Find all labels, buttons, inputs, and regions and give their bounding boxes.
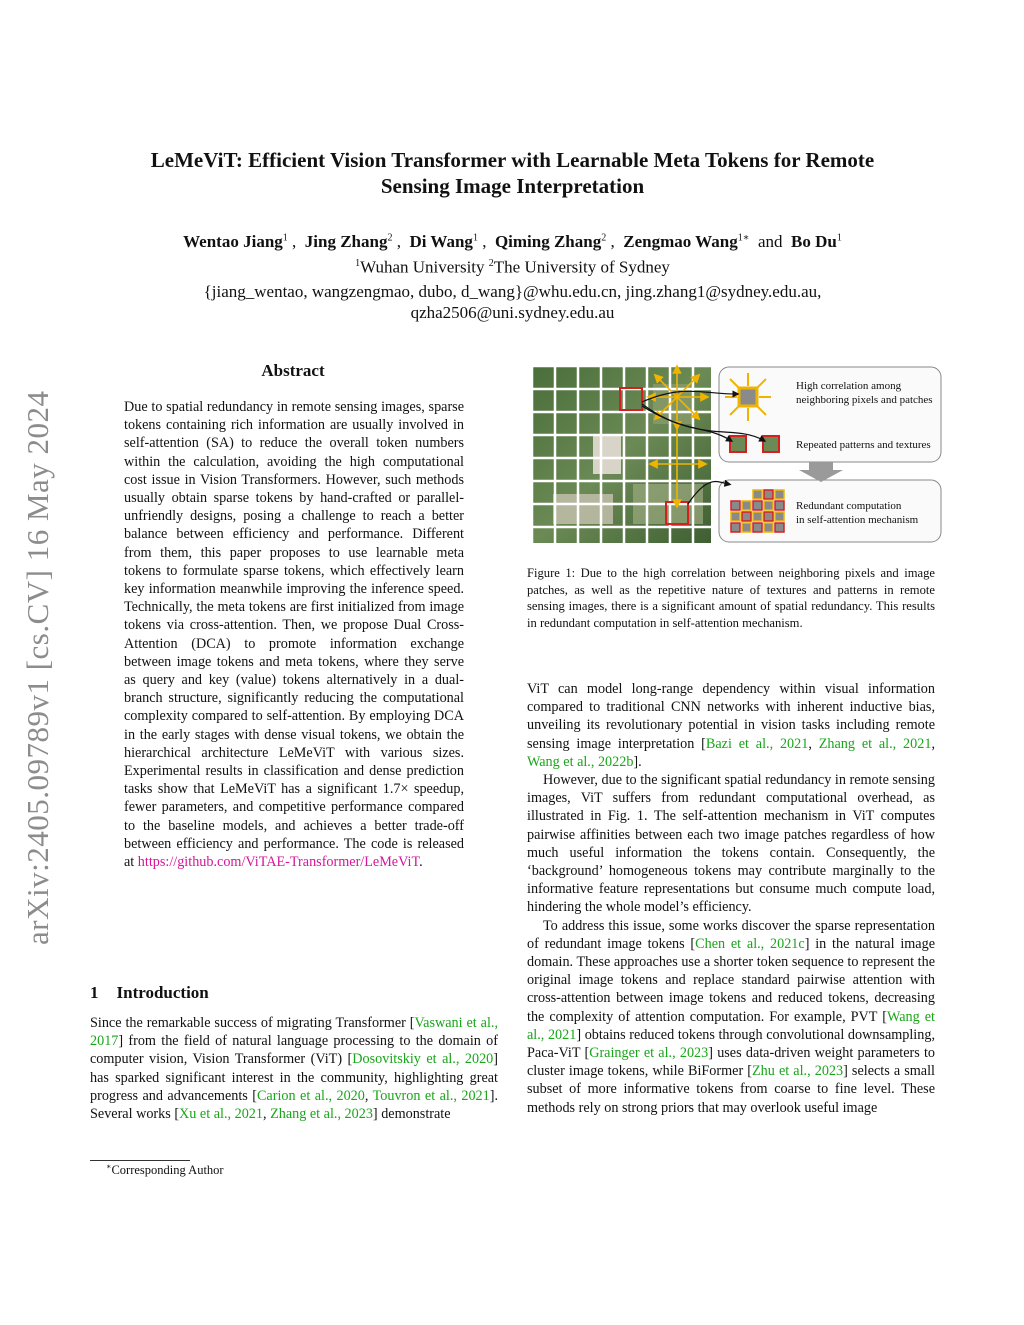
author: Wentao Jiang$^1$ , bbox=[183, 231, 305, 251]
attention-cell bbox=[742, 523, 751, 532]
paragraph: To address this issue, some works discover the sparse representation of redundant image tokens [Chen et al., 2021c] in the natural image domain. These approaches use a shorter token sequence to represent the original image tokens and replace standard pairwise attention with cross-attention between image tokens and reduced tokens, decreasing the complexity of attention computation. For example, PVT [Wang et al., 2021] obtains reduced tokens through convolutional downsampling, Paca-ViT [Grainger et al., 2023] uses data-driven weight parameters to cluster image tokens, while BiFormer [Zhu et al., 2023] selects a small subset of more informative tokens from coarse to fine level. These methods rely on strong priors that may overlook useful image bbox=[527, 917, 935, 1116]
author: Bo Du$^1$ bbox=[791, 231, 842, 251]
citation-link[interactable]: Bazi et al., 2021 bbox=[705, 735, 809, 752]
abstract-heading: Abstract bbox=[261, 361, 325, 380]
title-line-1: LeMeViT: Efficient Vision Transformer with Learnable Meta Tokens for Remote bbox=[150, 148, 875, 172]
figure-label: neighboring pixels and patches bbox=[796, 394, 933, 406]
attention-cell bbox=[775, 501, 784, 510]
figure-label: Redundant computation bbox=[796, 500, 902, 512]
attention-cell bbox=[731, 501, 740, 510]
citation-link[interactable]: Carion et al., 2020 bbox=[256, 1087, 365, 1104]
abstract-body: Due to spatial redundancy in remote sensing images, sparse tokens containing rich information are usually involved in self-attention (SA) to reduce the overall token numbers within the calculation, avoiding the high computational cost issue in Vision Transformers. However, such methods usually obtain sparse tokens by hand-crafted or parallel-unfriendly designs, posing a challenge to reach a better balance between efficiency and performance. Different from them, this paper proposes to use learnable meta tokens to formulate sparse tokens, which effectively learn key information meanwhile improving the inference speed. Technically, the meta tokens are first initialized from image tokens via cross-attention. Then, we propose Dual Cross-Attention (DCA) to promote information exchange between image tokens and meta tokens, where they serve as query and key (value) tokens alternatively in a dual-branch structure, significantly reducing the computational complexity compared to self-attention. By employing DCA in the early stages with dense visual tokens, we obtain the hierarchical architecture LeMeViT with various sizes. Experimental results in classification and dense prediction tasks show that LeMeViT has a significant 1.7× speedup, fewer parameters, and competitive performance compared to the baseline models, and achieves a better trade-off between efficiency and performance. The code is released at https://github.com/ViTAE-Transformer/LeMeViT. bbox=[124, 399, 464, 871]
author: Qiming Zhang$^2$ , bbox=[494, 231, 624, 251]
attention-cell bbox=[764, 512, 773, 521]
repeat-patch-b bbox=[763, 436, 779, 452]
emails: {jiang_wentao, wangzengmao, dubo, d_wang}@whu.edu.cn, jing.zhang1@sydney.edu.au, qzha2506@uni.sydney.edu.au bbox=[203, 282, 822, 322]
repeat-patch-a bbox=[730, 436, 746, 452]
right-column-text bbox=[527, 680, 935, 1117]
citation-link[interactable]: Vaswani et al., 2017 bbox=[90, 1015, 498, 1050]
attention-cell bbox=[775, 490, 784, 499]
citation-link[interactable]: Zhang et al., 2021 bbox=[818, 735, 932, 752]
title-line-2: Sensing Image Interpretation bbox=[380, 174, 645, 198]
figure-label: High correlation among bbox=[796, 380, 902, 392]
attention-cell bbox=[775, 512, 784, 521]
attention-cell bbox=[731, 523, 740, 532]
paragraph: ViT can model long-range dependency within visual information compared to traditional CNN networks with inherent inductive bias, unveiling its revolutionary potential in vision tasks including remote sensing image interpretation [Bazi et al., 2021, Zhang et al., 2021, Wang et al., 2022b]. bbox=[527, 681, 935, 770]
author-list bbox=[90, 227, 935, 253]
attention-cell bbox=[753, 512, 762, 521]
attention-cell bbox=[753, 523, 762, 532]
attention-cell bbox=[742, 512, 751, 521]
arxiv-identifier: arXiv:2405.09789v1 [cs.CV] 16 May 2024 bbox=[20, 390, 55, 945]
section-heading-introduction: 1 Introduction bbox=[90, 983, 209, 1002]
footnote-rule bbox=[90, 1160, 190, 1161]
down-arrow-icon bbox=[799, 462, 843, 482]
citation-link[interactable]: Wang et al., 2022b bbox=[527, 753, 634, 770]
attention-cell bbox=[753, 501, 762, 510]
figure-caption: Figure 1: Due to the high correlation between neighboring pixels and image patches, as well as the repetitive nature of textures and patterns in remote sensing images, there is a significant amount of spatial redundancy. This results in redundant computation in self-attention mechanism. bbox=[527, 566, 935, 630]
attention-cell bbox=[742, 501, 751, 510]
citation-link[interactable]: Chen et al., 2021c bbox=[695, 935, 805, 952]
citation-link[interactable]: Touvron et al., 2021 bbox=[372, 1087, 490, 1104]
figure-label: Repeated patterns and textures bbox=[796, 439, 931, 451]
satellite-image bbox=[533, 367, 711, 543]
citation-link[interactable]: Dosovitskiy et al., 2020 bbox=[352, 1051, 494, 1068]
paper-title bbox=[90, 147, 935, 199]
attention-cell bbox=[764, 501, 773, 510]
author: Zengmao Wang$^{1∗}$ and bbox=[623, 231, 792, 251]
attention-cell bbox=[775, 523, 784, 532]
attention-cell bbox=[764, 523, 773, 532]
citation-link[interactable]: Zhu et al., 2023 bbox=[752, 1063, 844, 1080]
citation-link[interactable]: Zhang et al., 2023 bbox=[270, 1106, 373, 1123]
citation-link[interactable]: Xu et al., 2021 bbox=[179, 1106, 263, 1123]
citation-link[interactable]: Wang et al., 2021 bbox=[527, 1008, 935, 1043]
affiliations: $^1$Wuhan University $^2$The University of Sydney bbox=[355, 257, 670, 277]
author: Jing Zhang$^2$ , bbox=[304, 231, 410, 251]
attention-cell bbox=[731, 512, 740, 521]
citation-link[interactable]: Grainger et al., 2023 bbox=[589, 1045, 709, 1062]
code-link[interactable]: https://github.com/ViTAE-Transformer/LeMeViT bbox=[137, 854, 420, 871]
figure-label: in self-attention mechanism bbox=[796, 514, 919, 526]
attention-cell bbox=[753, 490, 762, 499]
introduction-paragraph: Since the remarkable success of migrating Transformer [Vaswani et al., 2017] from the field of natural language processing to the domain of computer vision, Vision Transformer (ViT) [Dosovitskiy et al., 2020] has sparked significant interest in the community, highlighting great progress and advancements [Carion et al., 2020, Touvron et al., 2021]. Several works [Xu et al., 2021, Zhang et al., 2023] demonstrate bbox=[90, 1015, 499, 1123]
paragraph: However, due to the significant spatial redundancy in remote sensing images, ViT suffers from redundant computational overhead, as illustrated in Fig. 1. The self-attention mechanism in ViT computes pairwise affinities between each two image patches regardless of how much useful information the tokens contain. Consequently, the ‘background’ homogeneous tokens may contribute marginally to the informative feature representations but consume much compute load, hindering the whole model’s efficiency. bbox=[527, 772, 935, 916]
center-token-icon bbox=[725, 373, 771, 421]
figure-1 bbox=[533, 364, 943, 549]
footnote: ∗Corresponding Author bbox=[106, 1162, 224, 1178]
author: Di Wang$^1$ , bbox=[409, 231, 495, 251]
attention-cell bbox=[764, 490, 773, 499]
